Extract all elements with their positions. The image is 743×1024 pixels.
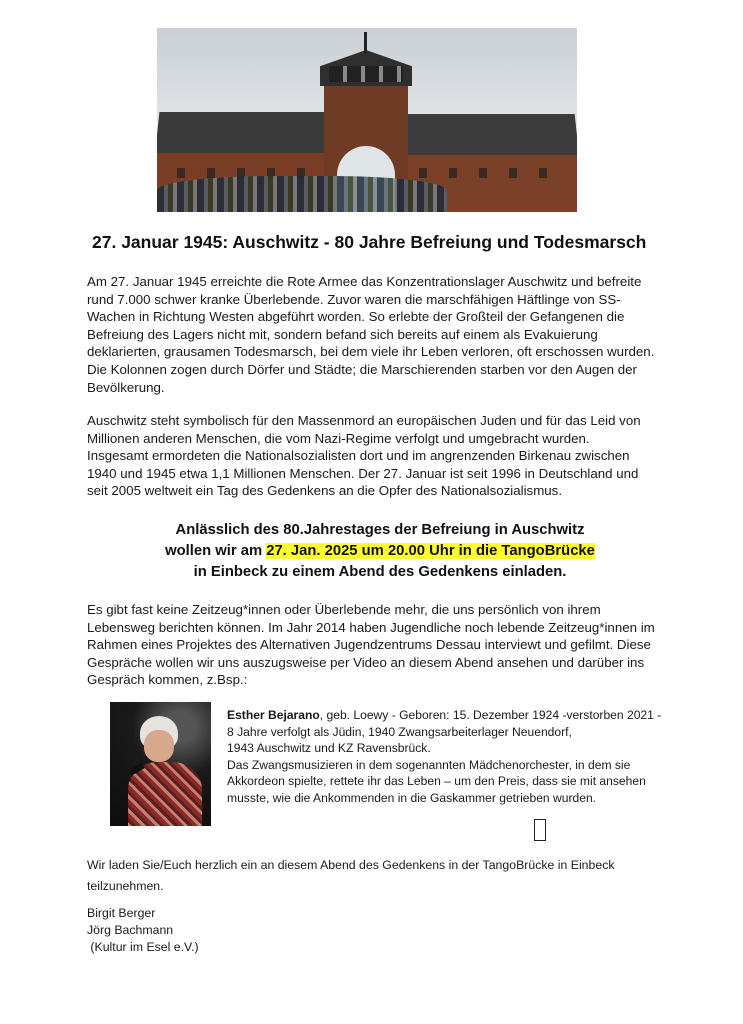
- text-line: 1943 Auschwitz und KZ Ravensbrück.: [227, 741, 431, 756]
- context-paragraph: [87, 412, 687, 500]
- text-line: 8 Jahre verfolgt als Jüdin, 1940 Zwangsarbeiterlager Neuendorf,: [227, 724, 572, 739]
- text-line: Insgesamt ermordeten die Nationalsozialisten dort und im angrenzenden Birkenau zwischen: [87, 448, 630, 464]
- text-line: deklarierten, grausamen Todesmarsch, bei dem viele ihr Leben verloren, oft erschossen wurden.: [87, 344, 655, 360]
- text-line: seit 2005 weltweit ein Tag des Gedenkens an die Opfer des Nationalsozialismus.: [87, 483, 563, 499]
- invitation-line-1: Anlässlich des 80.Jahrestages der Befreiung in Auschwitz: [175, 522, 585, 538]
- barrack-roof-left: [157, 112, 334, 158]
- signature-block: [87, 905, 199, 957]
- closing-paragraph: [87, 855, 687, 897]
- text-line: Rahmen eines Projektes des Alternativen Jugendzentrums Dessau interviewt und gefilmt. Diese: [87, 637, 651, 653]
- text-line: 1940 und 1945 etwa 1,1 Millionen Menschen. Der 27. Januar ist seit 1996 in Deutschland und: [87, 465, 639, 481]
- text-line: musste, wie die Ankommenden in die Gaskammer getrieben wurden.: [227, 790, 597, 805]
- text-line: Akkordeon spielte, rettete ihr das Leben – um den Preis, dass sie mit ansehen: [227, 774, 646, 789]
- biography-block: [227, 707, 687, 807]
- text-line: Befreiung des Lagers nicht mit, sondern befand sich bereits auf einem als Evakuierung: [87, 326, 598, 342]
- video-paragraph: [87, 601, 687, 689]
- signature-line: (Kultur im Esel e.V.): [87, 940, 199, 955]
- text-line: Gespräch kommen, z.Bsp.:: [87, 672, 248, 688]
- invitation-line-2: [120, 541, 640, 562]
- invitation-prefix: wollen wir am: [165, 543, 267, 559]
- page-title: 27. Januar 1945: Auschwitz - 80 Jahre Befreiung und Todesmarsch: [92, 232, 647, 252]
- event-date-highlight: 27. Jan. 2025 um 20.00 Uhr in die TangoBrücke: [266, 543, 595, 559]
- bio-line-1: [227, 707, 687, 724]
- bio-line-1-rest: , geb. Loewy - Geboren: 15. Dezember 1924 -verstorben 2021 -: [319, 708, 662, 722]
- portrait-body: [128, 762, 202, 826]
- text-line: Millionen anderen Menschen, die vom Nazi-Regime verfolgt und umgebracht wurden.: [87, 430, 590, 446]
- intro-paragraph: [87, 273, 687, 396]
- header-photo: [157, 28, 577, 212]
- text-line: Bevölkerung.: [87, 379, 165, 395]
- text-line: Auschwitz steht symbolisch für den Massenmord an europäischen Juden und für das Leid von: [87, 413, 641, 428]
- tower-windows: [329, 66, 403, 82]
- signature-line: Birgit Berger: [87, 906, 156, 920]
- barrack-roof-right: [403, 114, 577, 158]
- text-line: rund 7.000 schwer kranke Überlebende. Zuvor waren die marschfähigen Häftlinge von SS-: [87, 291, 621, 307]
- text-line: Das Zwangsmusizieren in dem sogenannten Mädchenorchester, in dem sie: [227, 757, 631, 772]
- text-line: Am 27. Januar 1945 erreichte die Rote Armee das Konzentrationslager Auschwitz und befreite: [87, 274, 642, 289]
- signature-line: Jörg Bachmann: [87, 923, 174, 938]
- visitor-crowd: [157, 176, 447, 212]
- portrait-photo: [110, 702, 211, 826]
- window-row-right: [419, 168, 569, 178]
- text-line: Es gibt fast keine Zeitzeug*innen oder Überlebende mehr, die uns persönlich von ihrem: [87, 602, 601, 617]
- missing-glyph-box: [534, 819, 546, 841]
- invitation-line-3: in Einbeck zu einem Abend des Gedenkens einladen.: [193, 564, 567, 580]
- text-line: teilzunehmen.: [87, 879, 164, 893]
- text-line: Lebensweg berichten können. Im Jahr 2014 haben Jugendliche noch lebende Zeitzeug*innen im: [87, 619, 655, 635]
- tower-spire: [364, 32, 367, 54]
- text-line: Wachen in Richtung Westen abgeführt worden. So erlebte der Großteil der Gefangenen die: [87, 309, 625, 325]
- invitation-block: [120, 520, 640, 583]
- bio-name: Esther Bejarano: [227, 708, 320, 722]
- text-line: Die Kolonnen zogen durch Dörfer und Städte; die Marschierenden starben vor den Augen der: [87, 361, 637, 377]
- text-line: Gespräche wollen wir uns auszugsweise per Video an diesem Abend ansehen und darüber ins: [87, 654, 645, 670]
- portrait-face: [144, 730, 174, 762]
- text-line: Wir laden Sie/Euch herzlich ein an diesem Abend des Gedenkens in der TangoBrücke in Einbeck: [87, 858, 615, 872]
